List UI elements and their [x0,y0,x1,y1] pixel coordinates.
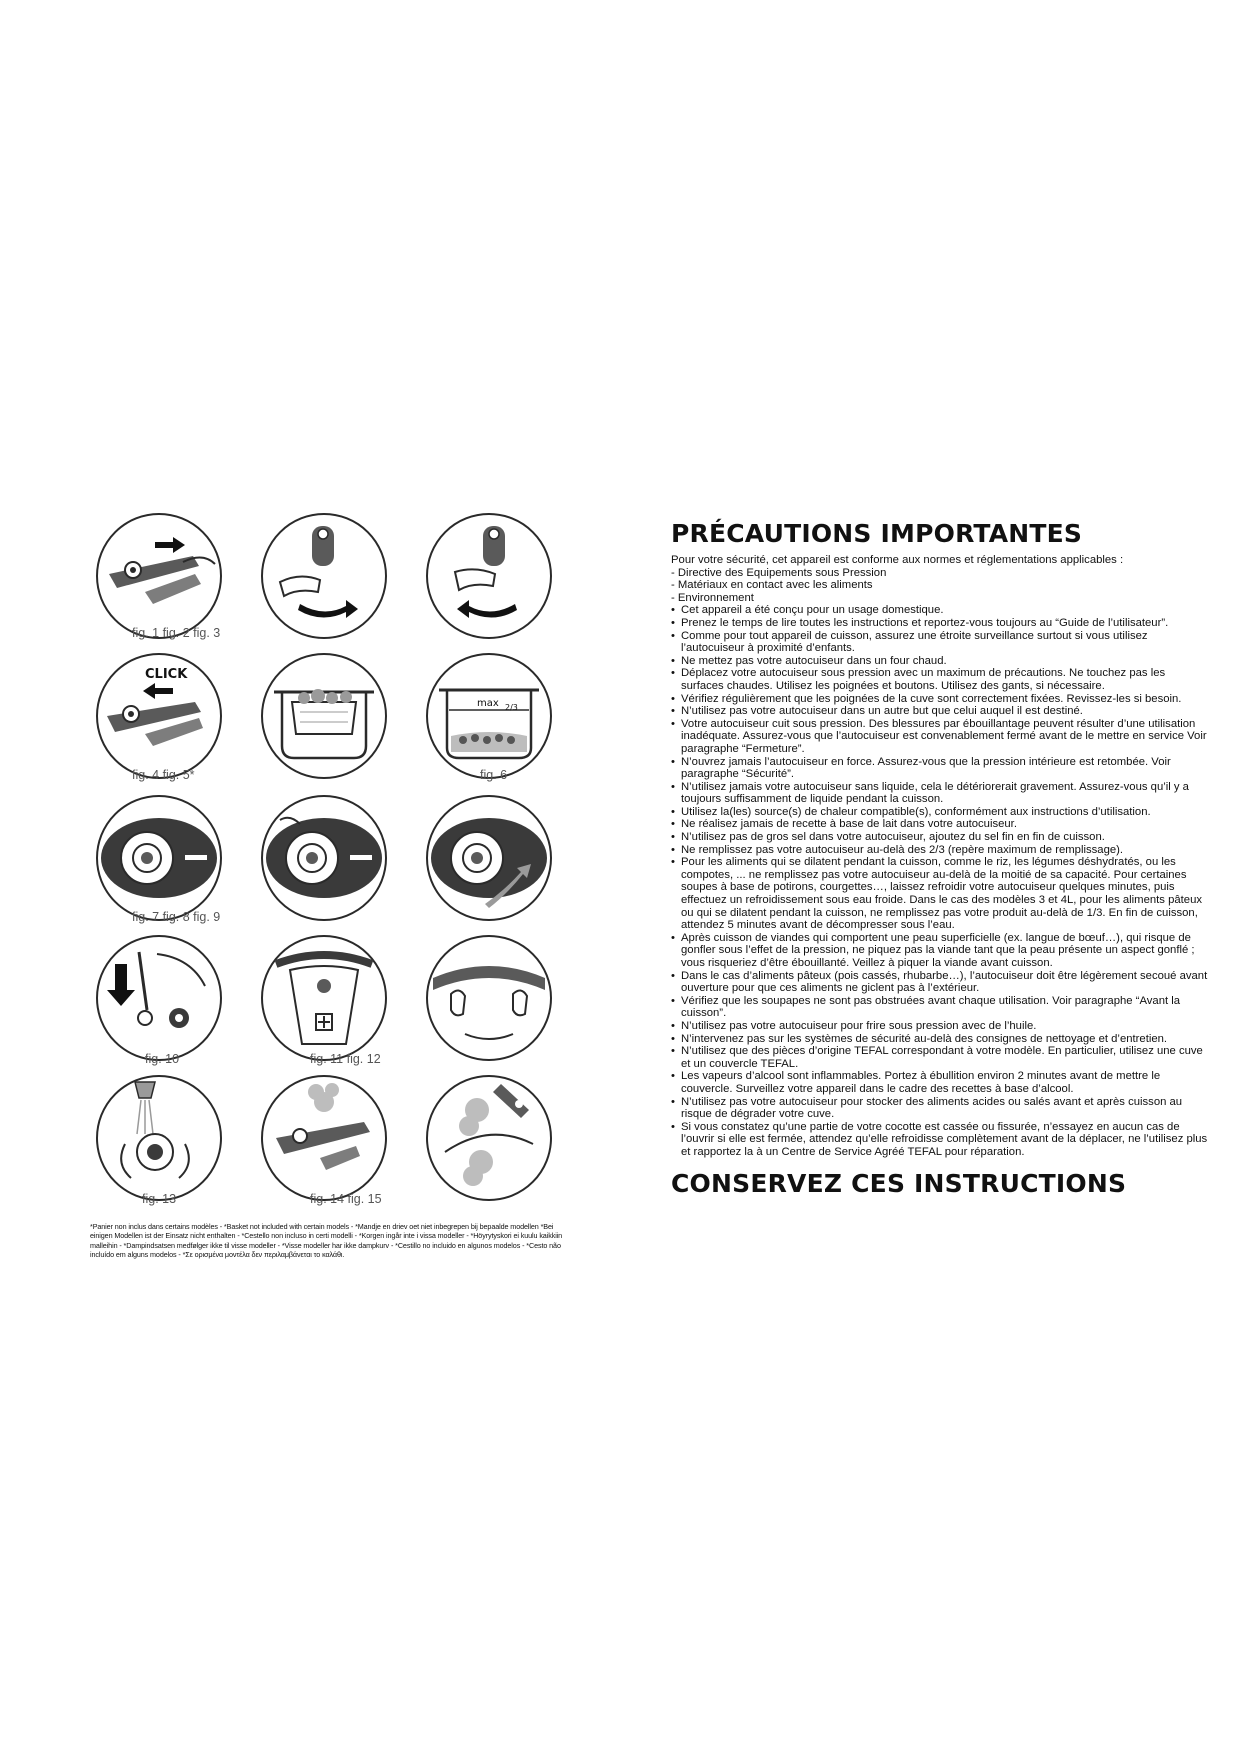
precaution-item: • Si vous constatez qu’une partie de votre cocotte est cassée ou fissurée, n’essayez en aucun cas de l’ouvrir si elle est fermée, attendez qu’elle refroidisse complètement avant de la déplacer, ne l’utilisez plus et rapportez la à un Centre de Service Agréé TEFAL pour réparation. [671,1121,1208,1159]
basket-footnote: *Panier non inclus dans certains modèles - *Basket not included with certain models - *Mandje en driev oet niet inbegrepen bij bepaalde modellen *Bei einigen Modellen ist der Einsatz nicht enthalten - *Cestello non incluso in certi modelli - *Korgen ingår inte i vissa modeller - *Höyrytyskori ei kuulu kaikkiin malleihin - *Dampindsatsen medfølger ikke til visse modeller - *Visse modeller har ikke dampkurv - *Cestillo no incluido en algunos modelos - *Cesto não incluído em alguns modelos - *Σε ορισμένα μοντέλα δεν περιλαμβάνεται το καλάθι. [90,1222,563,1260]
fig-13-rinse-valve-illustration [95,1074,223,1202]
precaution-item: • N’utilisez pas de gros sel dans votre autocuiseur, ajoutez du sel fin en fin de cuisson. [671,831,1208,844]
precaution-item: • Déplacez votre autocuiseur sous pression avec un maximum de précautions. Ne touchez pas les surfaces chaudes. Utilisez les poignées et boutons. Utilisez des gants, si nécessaire. [671,667,1208,692]
directive-item: - Directive des Equipements sous Pression [671,566,887,579]
keep-instructions-title: CONSERVEZ CES INSTRUCTIONS [671,1168,1127,1198]
caption-fig-7-9: fig. 7 fig. 8 fig. 9 [132,910,221,924]
precaution-item: • N’utilisez pas votre autocuiseur pour frire sous pression avec de l’huile. [671,1020,1208,1033]
precaution-item: • N’ouvrez jamais l’autocuiseur en force. Assurez-vous que la pression intérieure est retombée. Voir paragraphe “Sécurité”. [671,756,1208,781]
precaution-item: • N’utilisez jamais votre autocuiseur sans liquide, cela le détériorerait gravement. Assurez-vous qu’il y a toujours suffisamment de liquide pendant la cuisson. [671,781,1208,806]
precaution-item: • Vérifiez régulièrement que les poignées de la cuve sont correctement fixées. Revissez-les si besoin. [671,693,1208,706]
max-fraction-label: 2/3 [505,703,518,712]
fig-5-basket-illustration [260,652,388,780]
precaution-item: • N’utilisez pas votre autocuiseur dans un autre but que celui auquel il est destiné. [671,705,1208,718]
precaution-item: • Pour les aliments qui se dilatent pendant la cuisson, comme le riz, les légumes déshydratés, ou les compotes, ... ne remplissez pas votre autocuiseur au-delà de la moitié de sa capacité. Pour certaines soupes à base de potirons, courgettes…, laissez refroidir votre autocuiseur quelques minutes, puis effectuez un refroidissement sous eau froide. Dans le cas des modèles 3 et 4L, pour les aliments pâteux ou qui se dilatent pendant la cuisson, ne remplissez pas votre produit au-delà de 1/3. En fin de cuisson, attendez 5 minutes avant de décompresser sous l’eau. [671,856,1208,932]
caption-fig-13: fig. 13 [142,1192,177,1206]
precaution-item: • Ne mettez pas votre autocuiseur dans un four chaud. [671,655,1208,668]
precaution-item: • Ne remplissez pas votre autocuiseur au-delà des 2/3 (repère maximum de remplissage). [671,844,1208,857]
fig-2-valve-turn-illustration [260,512,388,640]
precautions-list [671,604,1208,1158]
fig-10-valve-clean-illustration [95,934,223,1062]
caption-fig-6: fig. 6 [480,768,508,782]
precaution-item: • Ne réalisez jamais de recette à base de lait dans votre autocuiseur. [671,818,1208,831]
precaution-item: • Utilisez la(les) source(s) de chaleur compatible(s), conformément aux instructions d’utilisation. [671,806,1208,819]
precaution-item: • Votre autocuiseur cuit sous pression. Des blessures par ébouillantage peuvent résulter d’une utilisation inadéquate. Assurez-vous que l’autocuiseur est convenablement fermé avant de le mettre en service Voir paragraphe “Fermeture”. [671,718,1208,756]
fig-3-valve-return-illustration [425,512,553,640]
fig-8-valve-position-illustration [260,794,388,922]
fig-1-lid-slide-illustration [95,512,223,640]
fig-14-steam-release-illustration [260,1074,388,1202]
precaution-item: • Prenez le temps de lire toutes les instructions et reportez-vous toujours au “Guide de l’utilisateur”. [671,617,1208,630]
precaution-item: • Vérifiez que les soupapes ne sont pas obstruées avant chaque utilisation. Voir paragraphe “Avant la cuisson”. [671,995,1208,1020]
precaution-item: • Dans le cas d’aliments pâteux (pois cassés, rhubarbe…), l’autocuiseur doit être légèrement secoué avant ouverture pour que ces aliments ne giclent pas à l’extérieur. [671,970,1208,995]
fig-7-valve-position-illustration [95,794,223,922]
precaution-item: • Cet appareil a été conçu pour un usage domestique. [671,604,1208,617]
precaution-item: • Après cuisson de viandes qui comportent une peau superficielle (ex. langue de bœuf…), qui risque de gonfler sous l’effet de la pression, ne piquez pas la viande tant que la peau présente un aspect gonflé ; vous risqueriez d’être ébouillanté. Veillez à piquer la viande avant cuisson. [671,932,1208,970]
max-label: max [477,698,499,709]
caption-fig-4-5: fig. 4 fig. 5* [132,768,195,782]
precaution-item: • Comme pour tout appareil de cuisson, assurez une étroite surveillance surtout si vous utilisez l’autocuiseur à proximité d’enfants. [671,630,1208,655]
click-label: CLICK [145,667,188,682]
fig-6-max-fill-illustration [425,652,553,780]
precaution-item: • N’intervenez pas sur les systèmes de sécurité au-delà des consignes de nettoyage et d’entretien. [671,1033,1208,1046]
caption-fig-14-15: fig. 14 fig. 15 [310,1192,382,1206]
caption-fig-1-3: fig. 1 fig. 2 fig. 3 [132,626,221,640]
intro-text: Pour votre sécurité, cet appareil est conforme aux normes et réglementations applicables : [671,554,1124,566]
fig-12-gasket-illustration [425,934,553,1062]
caption-fig-10: fig. 10 [145,1052,180,1066]
page-title: PRÉCAUTIONS IMPORTANTES [671,519,1083,548]
precaution-item: • N’utilisez pas votre autocuiseur pour stocker des aliments acides ou salés avant et après cuisson au risque de dégrader votre cuve. [671,1096,1208,1121]
fig-4-lid-click-illustration [95,652,223,780]
precaution-item: • N’utilisez que des pièces d’origine TEFAL correspondant à votre modèle. En particulier, utilisez une cuve et un couvercle TEFAL. [671,1045,1208,1070]
precautions-section [671,519,1208,1198]
fig-15-steam-pour-illustration [425,1074,553,1202]
fig-11-lid-underside-illustration [260,934,388,1062]
directive-item: - Environnement [671,591,754,604]
directive-item: - Matériaux en contact avec les aliments [671,579,873,592]
precaution-item: • Les vapeurs d’alcool sont inflammables. Portez à ébullition environ 2 minutes avant de mettre le couvercle. Surveillez votre appareil dans le cadre des recettes à base d’alcool. [671,1070,1208,1095]
caption-fig-11-12: fig. 11 fig. 12 [310,1052,381,1066]
directives-list [671,567,1208,605]
fig-9-valve-steam-illustration [425,794,553,922]
figure-grid [90,512,580,1212]
